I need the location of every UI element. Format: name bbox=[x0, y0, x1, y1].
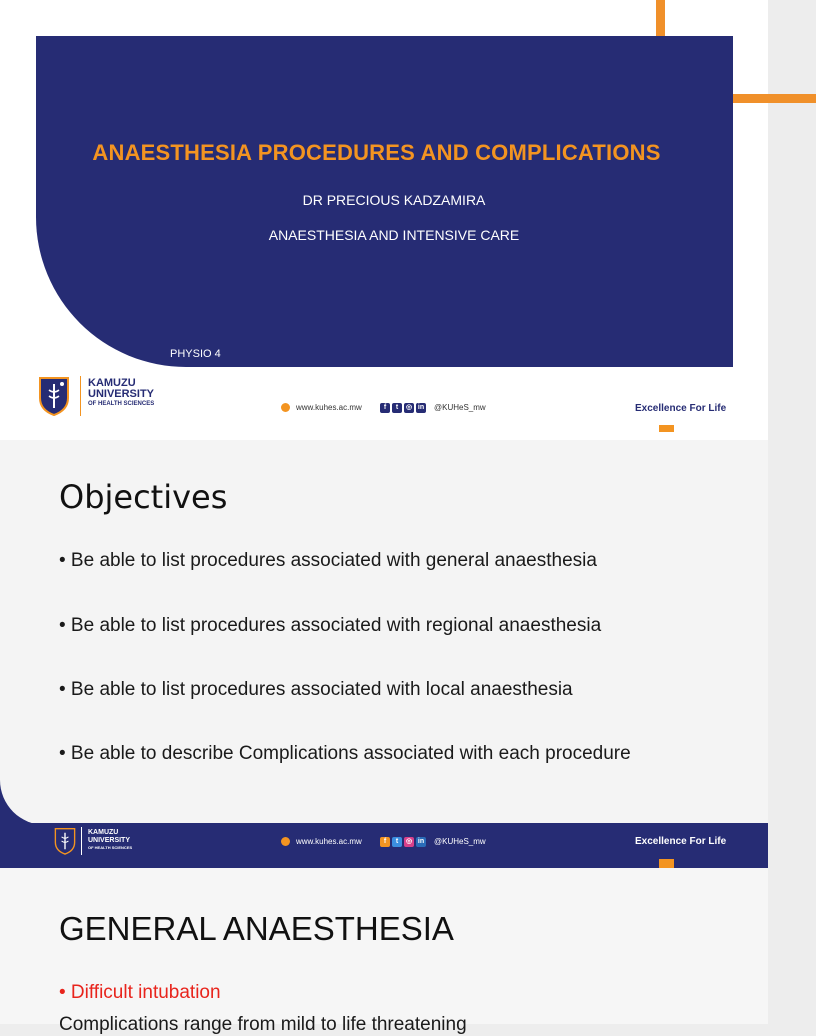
twitter-icon[interactable]: t bbox=[392, 837, 402, 847]
objective-item: • Be able to list procedures associated with regional anaesthesia bbox=[59, 615, 602, 636]
objective-item: • Be able to list procedures associated with general anaesthesia bbox=[59, 550, 597, 571]
university-crest-icon bbox=[38, 376, 70, 416]
highlighted-bullet: • Difficult intubation bbox=[59, 982, 221, 1003]
tagline: Excellence For Life bbox=[635, 403, 727, 414]
general-anaesthesia-slide bbox=[0, 868, 768, 1035]
department-name: ANAESTHESIA AND INTENSIVE CARE bbox=[268, 227, 520, 243]
logo-divider bbox=[81, 827, 82, 855]
linkedin-icon[interactable]: in bbox=[417, 404, 425, 411]
title-slide bbox=[0, 0, 768, 440]
social-handle: @KUHeS_mw bbox=[434, 403, 486, 412]
linkedin-icon[interactable]: in bbox=[417, 838, 425, 845]
objective-item: • Be able to list procedures associated with local anaesthesia bbox=[59, 679, 573, 700]
university-name: KAMUZU UNIVERSITY OF HEALTH SCIENCES bbox=[88, 377, 155, 407]
slide-footer bbox=[0, 823, 768, 868]
orange-tab-decoration bbox=[659, 425, 674, 432]
slide-heading: Objectives bbox=[59, 478, 228, 516]
facebook-icon[interactable]: f bbox=[380, 837, 390, 847]
orange-tab-decoration bbox=[659, 859, 674, 868]
body-text: Complications range from mild to life threatening bbox=[59, 1014, 467, 1035]
university-name: KAMUZU UNIVERSITY OF HEALTH SCIENCES bbox=[88, 829, 133, 850]
objective-item: • Be able to describe Complications associated with each procedure bbox=[59, 743, 631, 764]
instagram-icon[interactable]: ◎ bbox=[405, 838, 413, 845]
instagram-icon[interactable]: ◎ bbox=[405, 404, 413, 411]
globe-icon bbox=[281, 403, 290, 412]
logo-divider bbox=[80, 376, 81, 416]
university-crest-icon bbox=[54, 827, 76, 855]
facebook-icon[interactable]: f bbox=[380, 403, 390, 413]
twitter-icon[interactable]: t bbox=[392, 403, 402, 413]
slide-heading: GENERAL ANAESTHESIA bbox=[59, 910, 454, 947]
website-link[interactable]: www.kuhes.ac.mw bbox=[296, 837, 362, 846]
author-name: DR PRECIOUS KADZAMIRA bbox=[302, 192, 486, 208]
tagline: Excellence For Life bbox=[635, 836, 727, 847]
social-icons bbox=[380, 837, 426, 847]
presentation-title: ANAESTHESIA PROCEDURES AND COMPLICATIONS bbox=[92, 140, 661, 165]
course-code: PHYSIO 4 bbox=[170, 348, 221, 360]
website-link[interactable]: www.kuhes.ac.mw bbox=[296, 403, 362, 412]
globe-icon bbox=[281, 837, 290, 846]
social-icons bbox=[380, 403, 426, 413]
slide-footer bbox=[0, 370, 768, 430]
social-handle: @KUHeS_mw bbox=[434, 837, 486, 846]
objectives-slide bbox=[0, 440, 768, 868]
